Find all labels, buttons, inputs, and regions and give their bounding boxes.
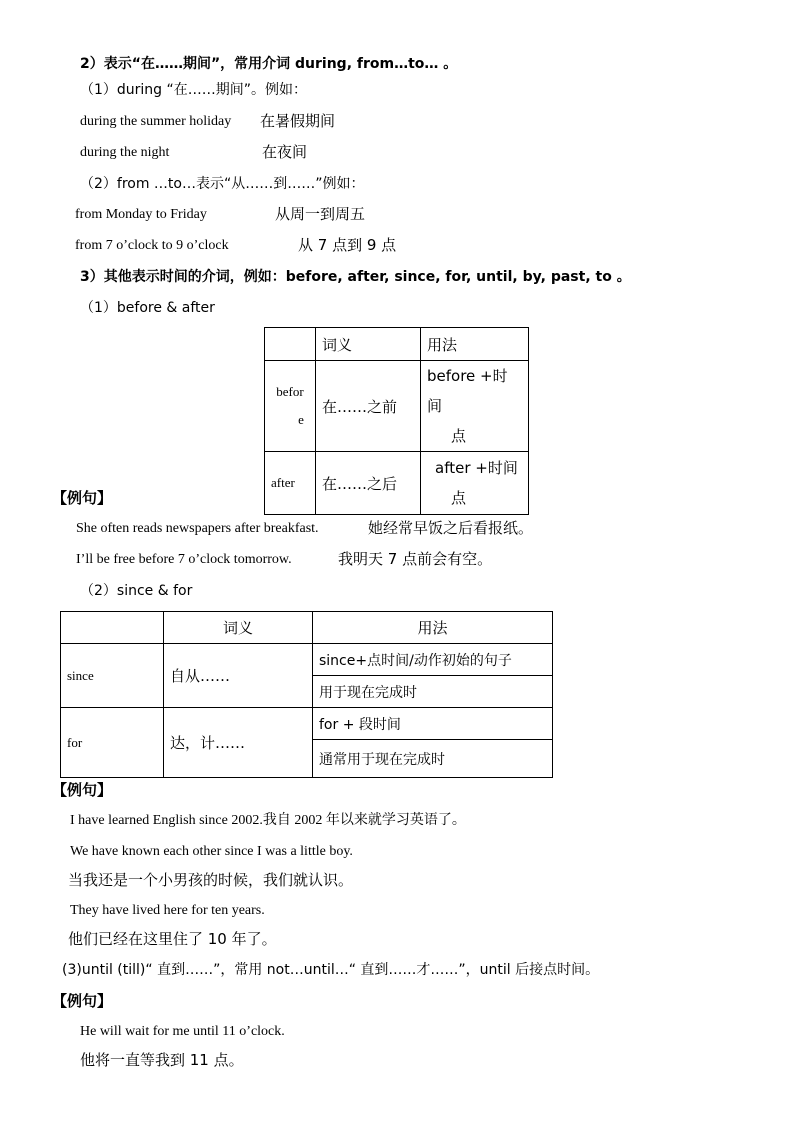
example-label: 【例句】 — [52, 992, 113, 1010]
example-zh: 从周一到周五 — [275, 205, 366, 223]
example-en: during the night — [80, 145, 170, 160]
example-zh: 从 7 点到 9 点 — [298, 236, 397, 254]
section2-item2: （2）from …to…表示“从……到……”例如： — [80, 176, 365, 192]
example-zh: 他将一直等我到 11 点。 — [80, 1051, 244, 1069]
example-zh: 他们已经在这里住了 10 年了。 — [68, 930, 277, 948]
meaning-cell: 自从…… — [164, 644, 313, 708]
table-row — [61, 644, 553, 676]
example-en: She often reads newspapers after breakfast. — [76, 521, 319, 536]
section3-heading: 3）其他表示时间的介词，例如：before, after, since, for, until, by, past, to 。 — [80, 269, 631, 285]
before-after-table — [264, 327, 529, 515]
word-cell: for — [61, 708, 164, 778]
usage-text: before +时间 — [427, 367, 508, 415]
usage-cell: since+点时间/动作初始的句子 — [313, 644, 553, 676]
example-en: We have known each other since I was a little boy. — [70, 844, 353, 859]
section2-item1: （1）during “在……期间”。例如： — [80, 82, 308, 98]
example-label: 【例句】 — [52, 489, 113, 507]
usage-cell: 用于现在完成时 — [313, 676, 553, 708]
example-sentence: I have learned English since 2002.我自 2002 年以来就学习英语了。 — [70, 813, 466, 828]
section3-item1: （1）before & after — [80, 300, 215, 316]
usage-cell: for + 段时间 — [313, 708, 553, 740]
example-en: from 7 o’clock to 9 o’clock — [75, 238, 229, 253]
meaning-cell: 达，计…… — [164, 708, 313, 778]
usage-cell — [421, 452, 529, 515]
example-en: He will wait for me until 11 o’clock. — [80, 1024, 285, 1039]
example-zh: 我明天 7 点前会有空。 — [338, 550, 493, 568]
section2-heading: 2）表示“在……期间”，常用介词 during, from…to… 。 — [80, 56, 458, 72]
example-en: They have lived here for ten years. — [70, 903, 265, 918]
example-en: I’ll be free before 7 o’clock tomorrow. — [76, 552, 292, 567]
usage-text: 点 — [451, 489, 467, 507]
table-header-cell: 词义 — [164, 612, 313, 644]
word-cell — [265, 361, 316, 452]
usage-cell — [421, 361, 529, 452]
example-zh: 她经常早饭之后看报纸。 — [368, 519, 534, 537]
table-header-cell: 用法 — [313, 612, 553, 644]
example-zh: 在夜间 — [262, 143, 308, 161]
word-cell: since — [61, 644, 164, 708]
section3-item2: （2）since & for — [80, 583, 193, 599]
usage-text: after +时间 — [435, 459, 518, 477]
example-en: during the summer holiday — [80, 114, 232, 129]
usage-cell: 通常用于现在完成时 — [313, 740, 553, 778]
word-cell: after — [265, 452, 316, 515]
table-row — [265, 452, 529, 515]
table-row — [61, 708, 553, 740]
word-text: befor — [276, 384, 304, 399]
example-en: from Monday to Friday — [75, 207, 207, 222]
table-header-cell — [61, 612, 164, 644]
example-zh: 当我还是一个小男孩的时候，我们就认识。 — [68, 871, 354, 889]
meaning-cell: 在……之前 — [316, 361, 421, 452]
meaning-cell: 在……之后 — [316, 452, 421, 515]
word-text: e — [298, 412, 304, 427]
since-for-table — [60, 611, 553, 778]
example-label: 【例句】 — [52, 781, 113, 799]
table-header-cell — [265, 328, 316, 361]
example-zh: 在暑假期间 — [260, 112, 336, 130]
table-header-cell: 用法 — [421, 328, 529, 361]
table-header-cell: 词义 — [316, 328, 421, 361]
usage-text: 点 — [451, 427, 467, 445]
until-description: (3)until (till)“ 直到……”，常用 not…until…“ 直到……才……”，until 后接点时间。 — [62, 962, 600, 978]
table-row — [265, 361, 529, 452]
